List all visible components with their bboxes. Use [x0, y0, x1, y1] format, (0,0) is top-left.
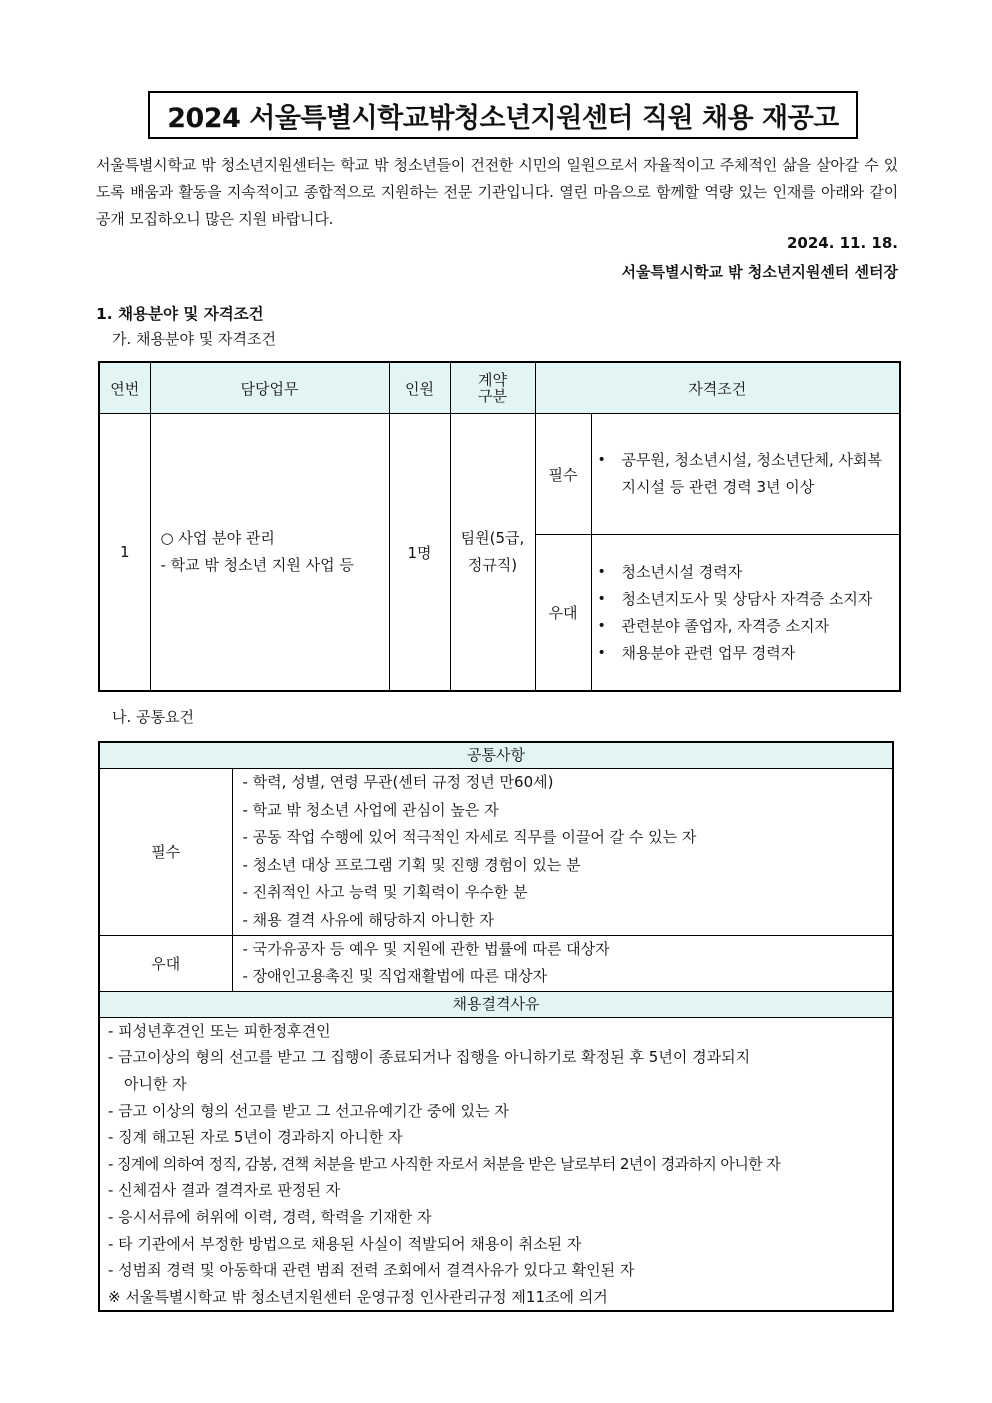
common-preferred-label: 우대	[99, 935, 232, 991]
list-item: - 타 기관에서 부정한 방법으로 채용된 사실이 적발되어 채용이 취소된 자	[108, 1234, 582, 1253]
disqualification-header: 채용결격사유	[99, 991, 893, 1017]
preferred-label: 우대	[535, 535, 591, 692]
list-item: - 청소년 대상 프로그램 기획 및 진행 경험이 있는 분	[242, 855, 581, 874]
subsection-heading-a: 가. 채용분야 및 자격조건	[112, 330, 276, 348]
contract-type-line-1: 팀원(5급,	[460, 529, 525, 547]
notice-date: 2024. 11. 18.	[786, 234, 898, 252]
recruitment-table	[98, 361, 901, 692]
table-row	[99, 1017, 893, 1311]
list-item: - 응시서류에 허위에 이력, 경력, 학력을 기재한 자	[108, 1207, 432, 1226]
header-duty: 담당업무	[150, 362, 389, 414]
duty-line-2: - 학교 밖 청소년 지원 사업 등	[160, 556, 354, 574]
list-item: - 징계 해고된 자로 5년이 경과하지 아니한 자	[108, 1128, 403, 1147]
table-row	[99, 935, 893, 991]
duty-line-1: ○ 사업 분야 관리	[160, 529, 275, 547]
required-label: 필수	[535, 414, 591, 535]
section-heading: 1. 채용분야 및 자격조건	[96, 305, 264, 323]
header-contract-type	[450, 362, 535, 414]
row-count: 1명	[389, 414, 450, 692]
header-qualification: 자격조건	[535, 362, 900, 414]
list-item: - 피성년후견인 또는 피한정후견인	[108, 1021, 331, 1040]
preferred-list-cell	[591, 535, 900, 692]
row-contract-type	[450, 414, 535, 692]
common-header-row	[99, 742, 893, 769]
preferred-item: • 청소년시설 경력자	[622, 559, 900, 586]
contract-type-line-2: 정규직)	[467, 556, 518, 574]
list-item: - 금고이상의 형의 선고를 받고 그 집행이 종료되거나 집행을 아니하기로 확정된 후 5년이 경과되지	[108, 1048, 751, 1067]
list-item: - 금고 이상의 형의 선고를 받고 그 선고유예기간 중에 있는 자	[108, 1101, 509, 1120]
row-no: 1	[99, 414, 150, 692]
list-item-continuation: 아니한 자	[124, 1074, 187, 1093]
header-count: 인원	[389, 362, 450, 414]
disq-header-row	[99, 991, 893, 1017]
preferred-item: • 관련분야 졸업자, 자격증 소지자	[622, 613, 900, 640]
list-item: - 학력, 성별, 연령 무관(센터 규정 정년 만60세)	[242, 773, 554, 791]
page-title: 2024 서울특별시학교밖청소년지원센터 직원 채용 재공고	[167, 102, 839, 134]
table-header-row	[99, 362, 900, 414]
header-contract-type-line2: 구분	[478, 387, 507, 405]
common-preferred-list	[232, 935, 893, 991]
preferred-item: • 청소년지도사 및 상담사 자격증 소지자	[622, 586, 900, 613]
list-item: - 학교 밖 청소년 사업에 관심이 높은 자	[242, 800, 499, 819]
disqualification-list	[99, 1017, 893, 1311]
required-item: • 공무원, 청소년시설, 청소년단체, 사회복지시설 등 관련 경력 3년 이상	[622, 447, 890, 501]
table-row	[99, 414, 900, 535]
common-header: 공통사항	[99, 742, 893, 769]
legal-basis-note: ※ 서울특별시학교 밖 청소년지원센터 운영규정 인사관리규정 제11조에 의거	[108, 1287, 608, 1306]
title-box	[148, 91, 858, 139]
preferred-item: • 채용분야 관련 업무 경력자	[622, 640, 900, 667]
list-item: - 장애인고용촉진 및 직업재활법에 따른 대상자	[242, 967, 548, 986]
list-item: - 신체검사 결과 결격자로 판정된 자	[108, 1181, 341, 1200]
list-item: - 진취적인 사고 능력 및 기획력이 우수한 분	[242, 883, 528, 902]
row-duty	[150, 414, 389, 692]
header-contract-type-line1: 계약	[478, 371, 507, 389]
header-no: 연번	[99, 362, 150, 414]
notice-signer: 서울특별시학교 밖 청소년지원센터 센터장	[621, 263, 898, 281]
list-item: - 징계에 의하여 정직, 감봉, 견책 처분을 받고 사직한 자로서 처분을 받은 날로부터 2년이 경과하지 아니한 자	[108, 1154, 781, 1173]
list-item: - 공동 작업 수행에 있어 적극적인 자세로 직무를 이끌어 갈 수 있는 자	[242, 828, 697, 847]
required-list-cell	[591, 414, 900, 535]
table-row	[99, 769, 893, 936]
common-required-list	[232, 769, 893, 936]
common-requirements-table	[98, 741, 894, 1312]
list-item: - 채용 결격 사유에 해당하지 아니한 자	[242, 910, 494, 929]
common-required-label: 필수	[99, 769, 232, 936]
list-item: - 국가유공자 등 예우 및 지원에 관한 법률에 따른 대상자	[242, 939, 610, 958]
intro-paragraph: 서울특별시학교 밖 청소년지원센터는 학교 밖 청소년들이 건전한 시민의 일원으로서 자율적이고 주체적인 삶을 살아갈 수 있도록 배움과 활동을 지속적이고 종합적으로 지원하는 전문 기관입니다. 열린 마음으로 함께할 역량 있는 인재를 아래와 같이 공개 모집하오니 많은 지원 바랍니다.	[96, 156, 898, 228]
subsection-heading-b: 나. 공통요건	[112, 708, 194, 726]
list-item: - 성범죄 경력 및 아동학대 관련 범죄 전력 조회에서 결격사유가 있다고 확인된 자	[108, 1261, 635, 1280]
